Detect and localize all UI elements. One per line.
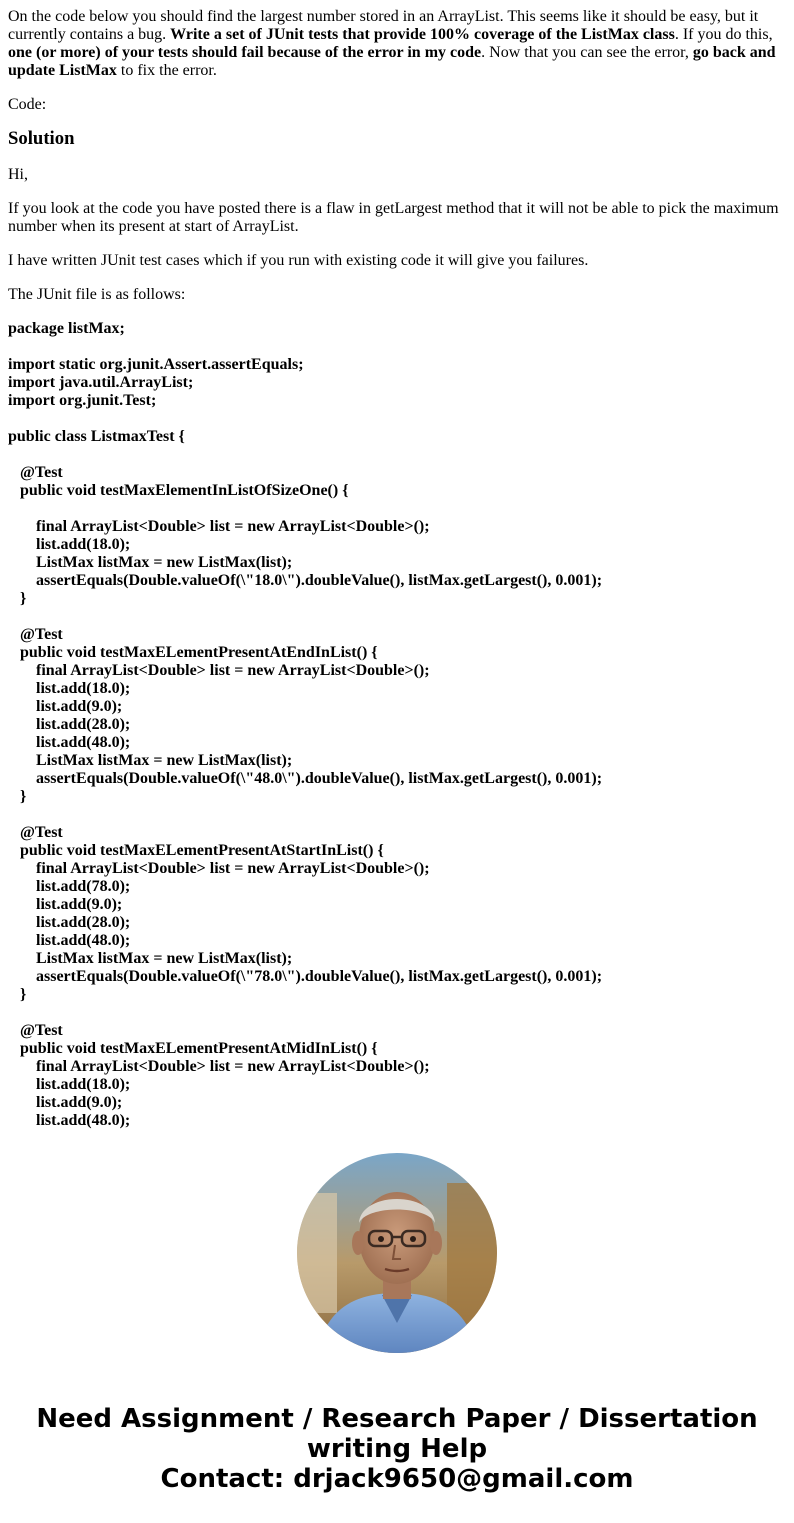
code-line [8, 1004, 786, 1022]
question-paragraph [8, 8, 786, 80]
question-text: to fix the error. [116, 62, 217, 79]
code-line: list.add(48.0); [8, 1112, 131, 1129]
question-text: . Now that you can see the error, [481, 44, 693, 61]
banner-contact-line: Contact: drjack9650@gmail.com [160, 1464, 634, 1494]
question-emphasis-2: one (or more) of your tests should fail because of the error in my code [8, 44, 482, 61]
code-line: @Test [8, 464, 63, 481]
code-line: list.add(18.0); [8, 536, 131, 553]
code-line: public void testMaxELementPresentAtEndInList() { [8, 644, 378, 661]
code-line: public class ListmaxTest { [8, 428, 185, 445]
author-portrait [297, 1153, 497, 1353]
code-line: list.add(18.0); [8, 680, 131, 697]
code-line: ListMax listMax = new ListMax(list); [8, 950, 293, 967]
code-line [8, 338, 786, 356]
code-line [8, 806, 786, 824]
code-line: ListMax listMax = new ListMax(list); [8, 752, 293, 769]
code-line: list.add(9.0); [8, 896, 123, 913]
code-line: package listMax; [8, 320, 125, 337]
solution-paragraph: I have written JUnit test cases which if you run with existing code it will give you failures. [8, 252, 589, 269]
question-emphasis-3: go back and update ListMax [8, 44, 776, 79]
code-line: assertEquals(Double.valueOf(\"78.0\").doubleValue(), listMax.getLargest(), 0.001); [8, 968, 603, 985]
solution-paragraph: The JUnit file is as follows: [8, 286, 186, 303]
code-line: final ArrayList<Double> list = new ArrayList<Double>(); [8, 662, 430, 679]
solution-heading: Solution [8, 128, 75, 149]
code-line: list.add(9.0); [8, 1094, 123, 1111]
code-line: } [8, 590, 27, 607]
code-line: public void testMaxElementInListOfSizeOne() { [8, 482, 349, 499]
code-line: list.add(48.0); [8, 734, 131, 751]
code-line: final ArrayList<Double> list = new ArrayList<Double>(); [8, 860, 430, 877]
code-line: @Test [8, 626, 63, 643]
code-line [8, 410, 786, 428]
question-emphasis-1: Write a set of JUnit tests that provide 100% coverage of the ListMax class [170, 26, 675, 43]
code-line: assertEquals(Double.valueOf(\"48.0\").doubleValue(), listMax.getLargest(), 0.001); [8, 770, 603, 787]
banner-line-2: writing Help [306, 1434, 488, 1464]
code-line: import static org.junit.Assert.assertEquals; [8, 356, 304, 373]
solution-paragraph: Hi, [8, 166, 28, 183]
code-line: public void testMaxELementPresentAtMidInList() { [8, 1040, 378, 1057]
code-line: } [8, 986, 27, 1003]
code-line: list.add(28.0); [8, 914, 131, 931]
code-line [8, 608, 786, 626]
banner-line-1: Need Assignment / Research Paper / Dissertation [36, 1404, 758, 1434]
code-line: list.add(28.0); [8, 716, 131, 733]
code-line: list.add(78.0); [8, 878, 131, 895]
document-body [8, 8, 786, 1326]
code-line: public void testMaxELementPresentAtStartInList() { [8, 842, 384, 859]
code-line: assertEquals(Double.valueOf(\"18.0\").doubleValue(), listMax.getLargest(), 0.001); [8, 572, 603, 589]
solution-paragraph: If you look at the code you have posted there is a flaw in getLargest method that it will not be able to pick the maximum number when its present at start of ArrayList. [8, 200, 779, 235]
code-line: list.add(18.0); [8, 1076, 131, 1093]
question-text: On the code below you should find the largest number stored in an ArrayList. This seems like it should be easy, but it currently contains a bug. [8, 8, 759, 43]
code-line: @Test [8, 1022, 63, 1039]
code-line: list.add(9.0); [8, 698, 123, 715]
code-label: Code: [8, 96, 47, 113]
code-line: @Test [8, 824, 63, 841]
code-line: final ArrayList<Double> list = new ArrayList<Double>(); [8, 518, 430, 535]
code-line: final ArrayList<Double> list = new ArrayList<Double>(); [8, 1058, 430, 1075]
code-line: import java.util.ArrayList; [8, 374, 194, 391]
code-line: } [8, 788, 27, 805]
question-text: . If you do this, [674, 26, 773, 43]
code-line [8, 446, 786, 464]
author-avatar [297, 1153, 497, 1353]
contact-banner [0, 1404, 794, 1494]
code-line: list.add(48.0); [8, 932, 131, 949]
code-line: import org.junit.Test; [8, 392, 157, 409]
code-line [8, 500, 786, 518]
code-line: ListMax listMax = new ListMax(list); [8, 554, 293, 571]
